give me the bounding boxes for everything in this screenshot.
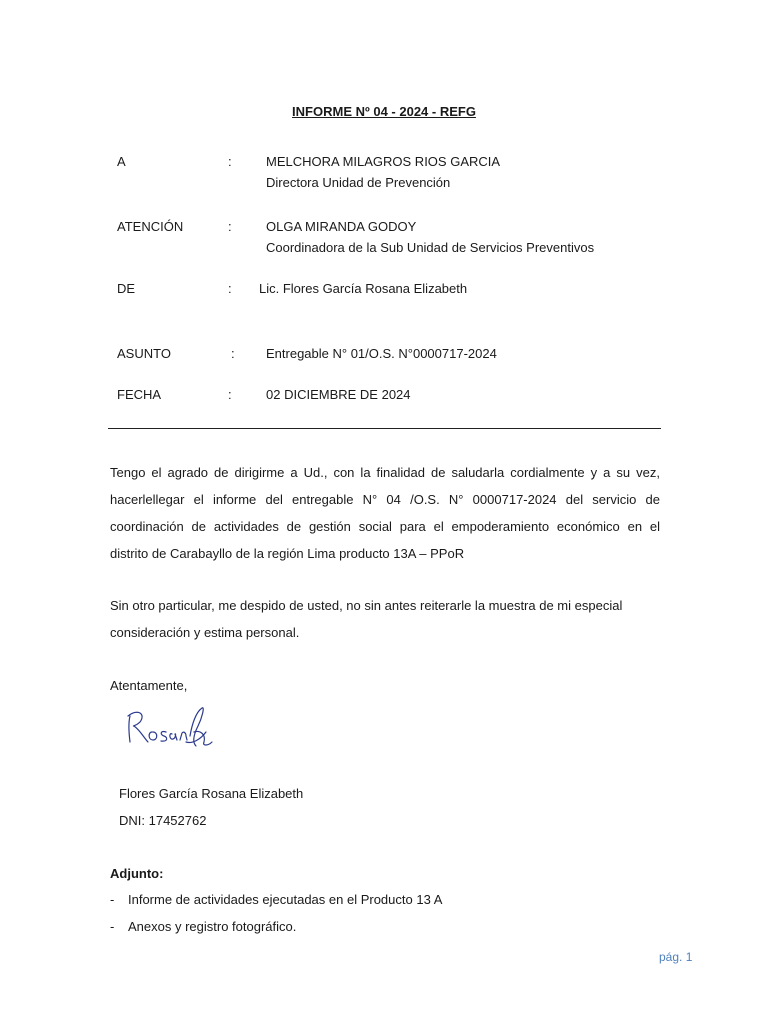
attachment-item-1: Informe de actividades ejecutadas en el Producto 13 A — [128, 892, 443, 907]
header-fecha-colon: : — [228, 387, 232, 402]
attachment-item-2: Anexos y registro fotográfico. — [128, 919, 297, 934]
header-de-label: DE — [117, 281, 136, 296]
header-atencion-name: OLGA MIRANDA GODOY — [266, 219, 417, 234]
paragraph-2-line-2: consideración y estima personal. — [110, 625, 300, 640]
header-fecha-value: 02 DICIEMBRE DE 2024 — [266, 387, 411, 402]
signer-dni: DNI: 17452762 — [119, 813, 207, 828]
header-a-label: A — [117, 154, 126, 169]
attachments-heading: Adjunto: — [110, 866, 164, 881]
body-paragraph-2 — [110, 592, 660, 646]
header-atencion-role: Coordinadora de la Sub Unidad de Servicios Preventivos — [266, 240, 595, 255]
header-fecha-label: FECHA — [117, 387, 162, 402]
header-atencion-label: ATENCIÓN — [117, 219, 184, 234]
closing-text: Atentamente, — [110, 678, 188, 693]
paragraph-1-line-4: distrito de Carabayllo de la región Lima producto 13A – PPoR — [110, 546, 465, 561]
header-de-colon: : — [228, 281, 232, 296]
header-a-role: Directora Unidad de Prevención — [266, 175, 451, 190]
signer-name: Flores García Rosana Elizabeth — [119, 786, 304, 801]
paragraph-1-line-2: hacerlellegar el informe del entregable N° 04 /O.S. N° 0000717-2024 del servicio de — [110, 492, 660, 507]
handwritten-signature — [122, 702, 218, 754]
paragraph-1-line-1: Tengo el agrado de dirigirme a Ud., con la finalidad de saludarla cordialmente y a su vez, — [110, 465, 660, 480]
page-number: pág. 1 — [659, 950, 693, 964]
header-a-name: MELCHORA MILAGROS RIOS GARCIA — [266, 154, 501, 169]
header-asunto-value: Entregable N° 01/O.S. N°0000717-2024 — [266, 346, 497, 361]
attachment-bullet-2: - — [110, 919, 115, 934]
header-atencion-colon: : — [228, 219, 232, 234]
paragraph-2-line-1: Sin otro particular, me despido de usted, no sin antes reiterarle la muestra de mi especial — [110, 598, 623, 613]
header-asunto-label: ASUNTO — [117, 346, 171, 361]
attachment-bullet-1: - — [110, 892, 115, 907]
paragraph-1-line-3: coordinación de actividades de gestión social para el empoderamiento económico en el — [110, 519, 660, 534]
header-a-colon: : — [228, 154, 232, 169]
body-paragraph-1 — [110, 459, 660, 567]
document-title: INFORME Nº 04 - 2024 - REFG — [292, 104, 476, 119]
header-asunto-colon: : — [231, 346, 235, 361]
header-divider — [108, 428, 661, 429]
header-de-name: Lic. Flores García Rosana Elizabeth — [259, 281, 468, 296]
